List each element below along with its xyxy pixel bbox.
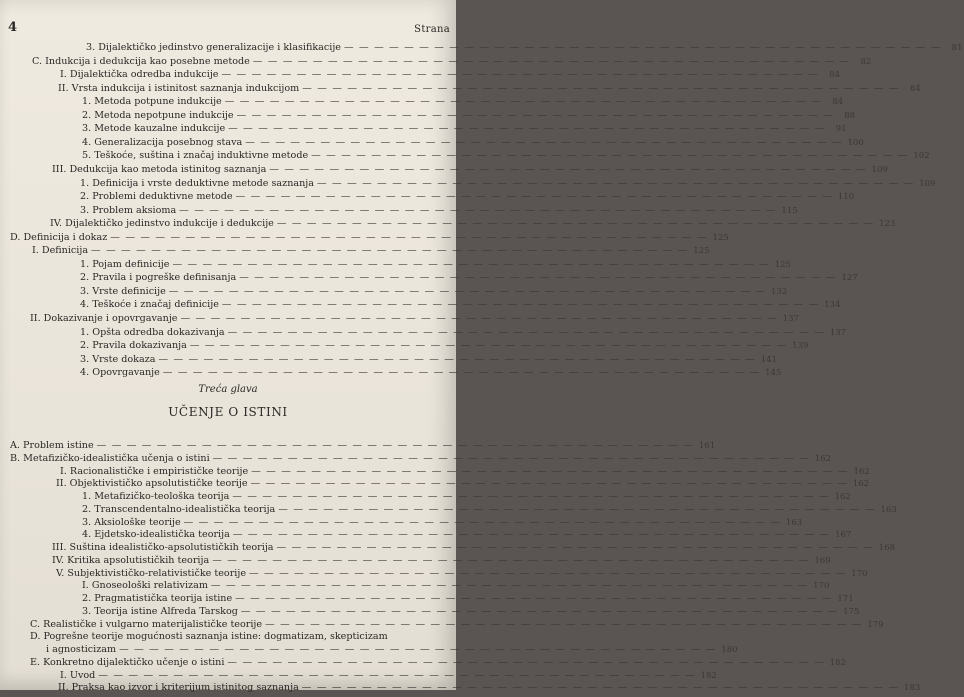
toc-entry-page: 183 [904, 683, 921, 694]
dot-leader: — — — — — — — — — — — — — — — — — — — — — — — — — — — — — — — — — — — — — — — — [227, 656, 825, 668]
dot-leader: — — — — — — — — — — — — — — — — — — — — — — — — — — — — — — — — — — — — — — — — [110, 231, 708, 243]
dot-leader: — — — — — — — — — — — — — — — — — — — — — — — — — — — — — — — — — — — — — — — — [224, 96, 823, 108]
dot-leader: — — — — — — — — — — — — — — — — — — — — — — — — — — — — — — — — — — — — — — — — [212, 554, 810, 566]
dot-leader: — — — — — — — — — — — — — — — — — — — — — — — — — — — — — — — — — — — — — — — — [91, 245, 689, 257]
toc-entry-title: 2. Transcendentalno-idealistička teorija [82, 503, 276, 515]
dot-leader: — — — — — — — — — — — — — — — — — — — — — — — — — — — — — — — — — — — — — — — — [245, 136, 843, 148]
dot-leader: — — — — — — — — — — — — — — — — — — — — — — — — — — — — — — — — — — — — — — — — [239, 272, 837, 284]
dot-leader: — — — — — — — — — — — — — — — — — — — — — — — — — — — — — — — — — — — — — — — — [221, 299, 820, 311]
toc-entry-title: II. Vrsta indukcija i istinitost saznanja indukcijom [58, 82, 300, 94]
dot-leader: — — — — — — — — — — — — — — — — — — — — — — — — — — — — — — — — — — — — — — — — [302, 82, 900, 94]
toc-entry-page: 139 [792, 341, 809, 352]
toc-entry-title: II. Objektivističko apsolutističke teorije [56, 478, 248, 490]
toc-entry-title: 3. Aksiološke teorije [82, 516, 181, 528]
chapter-title: UČENJE O ISTINI [168, 405, 288, 419]
toc-entry-title: I. Definicija [32, 245, 89, 257]
toc-entry [0, 682, 921, 697]
toc-entry-page: 171 [837, 594, 854, 604]
toc-entry-title: 2. Pravila dokazivanja [80, 340, 187, 352]
toc-entry-page: 141 [760, 354, 777, 365]
toc-entry-page: 161 [698, 441, 716, 451]
toc-entry-page: 167 [835, 530, 852, 541]
dot-leader: — — — — — — — — — — — — — — — — — — — — — — — — — — — — — — — — — — — — — — — — [168, 285, 767, 297]
toc-entry-title: 1. Pojam definicije [80, 258, 170, 270]
toc-entry-title: 3. Problem aksioma [80, 204, 177, 216]
toc-entry-title: I. Racionalističke i empirističke teorije [60, 465, 249, 477]
dot-leader: — — — — — — — — — — — — — — — — — — — — — — — — — — — — — — — — — — — — — — — — [98, 669, 696, 681]
dot-leader: — — — — — — — — — — — — — — — — — — — — — — — — — — — — — — — — — — — — — — — — [276, 542, 875, 553]
toc-entry-title: 1. Definicija i vrste deduktivne metode saznanja [80, 177, 314, 189]
toc-entry-page: 84 [832, 97, 844, 108]
toc-entry-page: 137 [782, 314, 799, 324]
page-number: 4 [8, 20, 18, 35]
toc-entry-page: 125 [712, 232, 729, 243]
toc-entry-page: 162 [814, 453, 832, 464]
dot-leader: — — — — — — — — — — — — — — — — — — — — — — — — — — — — — — — — — — — — — — — — [227, 326, 826, 338]
toc-entry-page: 163 [785, 517, 803, 528]
dot-leader: — — — — — — — — — — — — — — — — — — — — — — — — — — — — — — — — — — — — — — — — [311, 150, 909, 162]
toc-entry-title: i agnosticizam [46, 644, 117, 655]
dot-leader: — — — — — — — — — — — — — — — — — — — — — — — — — — — — — — — — — — — — — — — — [228, 123, 826, 135]
toc-entry-title: 3. Vrste dokaza [80, 353, 156, 365]
toc-entry-title: II. Praksa kao izvor i kriterijum istinitog saznanja [58, 682, 299, 694]
dot-leader: — — — — — — — — — — — — — — — — — — — — — — — — — — — — — — — — — — — — — — — — [236, 109, 835, 121]
toc-entry-page: 82 [860, 56, 872, 67]
toc-entry-page: 179 [867, 619, 884, 630]
toc-entry-page: 125 [774, 259, 791, 270]
toc-entry-page: 175 [843, 606, 860, 617]
toc-entry-page: 127 [841, 273, 858, 284]
toc-entry-page: 125 [693, 246, 710, 257]
toc-entry-title: 2. Problemi deduktivne metode [80, 191, 233, 203]
toc-entry-title: II. Dokazivanje i opovrgavanje [30, 313, 178, 324]
dot-leader: — — — — — — — — — — — — — — — — — — — — — — — — — — — — — — — — — — — — — — — — [180, 313, 778, 324]
dot-leader: — — — — — — — — — — — — — — — — — — — — — — — — — — — — — — — — — — — — — — — — [269, 163, 867, 175]
toc-entry-title: 1. Opšta odredba dokazivanja [80, 326, 225, 338]
dot-leader: — — — — — — — — — — — — — — — — — — — — — — — — — — — — — — — — — — — — — — — — [221, 69, 819, 81]
toc-entry-title: D. Pogrešne teorije mogućnosti saznanja istine: dogmatizam, skepticizam [30, 631, 388, 643]
toc-entry-title: C. Indukcija i dedukcija kao posebne metode [32, 55, 250, 67]
dot-leader: — — — — — — — — — — — — — — — — — — — — — — — — — — — — — — — — — — — — — — — — [316, 177, 915, 189]
dot-leader: — — — — — — — — — — — — — — — — — — — — — — — — — — — — — — — — — — — — — — — — [249, 567, 847, 579]
toc-entry-title: III. Dedukcija kao metoda istinitog saznanja [52, 163, 267, 175]
toc-entry-page: 84 [909, 83, 921, 94]
toc-entry-title: 4. Generalizacija posebnog stava [82, 136, 243, 148]
column-header: Strana [414, 24, 450, 35]
toc-entry-page: 182 [700, 670, 717, 681]
toc-entry-title: 4. Teškoće i značaj definicije [80, 299, 219, 311]
toc-entry-page: 84 [829, 70, 840, 81]
toc-entry-page: 109 [871, 164, 888, 175]
toc-entry-title: 3. Dijalektičko jedinstvo generalizacije i klasifikacije [86, 42, 341, 53]
toc-entry-title: 4. Ejdetsko-idealistička teorija [82, 529, 230, 541]
dot-leader: — — — — — — — — — — — — — — — — — — — — — — — — — — — — — — — — — — — — — — — — [235, 191, 834, 203]
toc-entry-page: 168 [878, 543, 896, 553]
toc-entry-title: 4. Opovrgavanje [80, 367, 160, 379]
dot-leader: — — — — — — — — — — — — — — — — — — — — — — — — — — — — — — — — — — — — — — — — [189, 340, 788, 352]
toc-entry-title: B. Metafizičko-idealistička učenja o istini [10, 452, 210, 464]
toc-entry-title: 5. Teškoće, suština i značaj induktivne metode [82, 150, 309, 162]
toc-entry-page: 162 [853, 466, 870, 477]
toc-entry-page: 162 [834, 492, 851, 502]
toc-entry-page: 102 [913, 151, 930, 162]
toc-entry-page: 109 [919, 178, 936, 189]
dot-leader: — — — — — — — — — — — — — — — — — — — — — — — — — — — — — — — — — — — — — — — — [232, 529, 831, 541]
toc-entry-title: E. Konkretno dijalektičko učenje o istini [30, 656, 225, 668]
dot-leader: — — — — — — — — — — — — — — — — — — — — — — — — — — — — — — — — — — — — — — — — [119, 644, 717, 655]
toc-entry-title: C. Realističke i vulgarno materijalističke teorije [30, 618, 263, 630]
toc-entry-page: 132 [771, 286, 788, 297]
toc-entry-title: III. Suština idealističko-apsolutističkih teorija [52, 542, 274, 553]
toc-entry-title: 2. Pravila i pogreške definisanja [80, 272, 237, 284]
toc-entry-page: 100 [847, 137, 864, 148]
dot-leader: — — — — — — — — — — — — — — — — — — — — — — — — — — — — — — — — — — — — — — — — [240, 605, 839, 617]
toc-entry-title: V. Subjektivističko-relativističke teorije [56, 567, 247, 579]
toc-entry-title: I. Dijalektička odredba indukcije [60, 69, 219, 81]
toc-entry-page: 88 [844, 110, 856, 121]
toc-entry-page: 137 [829, 327, 847, 338]
toc-entry-page: 123 [879, 219, 896, 230]
dot-leader: — — — — — — — — — — — — — — — — — — — — — — — — — — — — — — — — — — — — — — — — [235, 593, 833, 604]
toc-entry [0, 367, 782, 382]
dot-leader: — — — — — — — — — — — — — — — — — — — — — — — — — — — — — — — — — — — — — — — — [276, 218, 875, 230]
toc-entry-title: 2. Pragmatistička teorija istine [82, 593, 233, 604]
toc-entry-title: I. Uvod [60, 669, 96, 681]
toc-entry-page: 163 [880, 504, 897, 515]
toc-entry-page: 162 [852, 479, 870, 490]
toc-entry-page: 145 [765, 368, 782, 379]
dot-leader: — — — — — — — — — — — — — — — — — — — — — — — — — — — — — — — — — — — — — — — — [250, 478, 849, 490]
toc-entry-page: 170 [851, 568, 868, 579]
toc-entry-title: D. Definicija i dokaz [10, 231, 108, 243]
dot-leader: — — — — — — — — — — — — — — — — — — — — — — — — — — — — — — — — — — — — — — — — [183, 516, 782, 528]
dot-leader: — — — — — — — — — — — — — — — — — — — — — — — — — — — — — — — — — — — — — — — — [252, 55, 851, 67]
toc-entry-title: 1. Metafizičko-teološka teorija [82, 491, 230, 502]
toc-entry-title: 3. Vrste definicije [80, 285, 166, 297]
dot-leader: — — — — — — — — — — — — — — — — — — — — — — — — — — — — — — — — — — — — — — — — [162, 367, 761, 379]
toc-entry-title: 2. Metoda nepotpune indukcije [82, 109, 234, 121]
toc-entry-page: 180 [721, 645, 738, 655]
toc-entry-page: 110 [837, 192, 855, 203]
dot-leader: — — — — — — — — — — — — — — — — — — — — — — — — — — — — — — — — — — — — — — — — [96, 440, 695, 451]
toc-entry-page: 169 [814, 555, 831, 566]
toc-entry-title: A. Problem istine [10, 440, 94, 451]
dot-leader: — — — — — — — — — — — — — — — — — — — — — — — — — — — — — — — — — — — — — — — — [278, 503, 876, 515]
dot-leader: — — — — — — — — — — — — — — — — — — — — — — — — — — — — — — — — — — — — — — — — [212, 452, 811, 464]
dot-leader: — — — — — — — — — — — — — — — — — — — — — — — — — — — — — — — — — — — — — — — — [232, 491, 830, 502]
dot-leader: — — — — — — — — — — — — — — — — — — — — — — — — — — — — — — — — — — — — — — — — [251, 465, 849, 477]
toc-entry-title: IV. Kritika apsolutističkih teorija [52, 554, 210, 566]
dot-leader: — — — — — — — — — — — — — — — — — — — — — — — — — — — — — — — — — — — — — — — — [172, 258, 770, 270]
chapter-subtitle: Treća glava [198, 384, 258, 395]
toc-entry-title: 3. Metode kauzalne indukcije [82, 123, 226, 135]
toc-entry-title: 1. Metoda potpune indukcije [82, 96, 222, 108]
toc-entry-page: 91 [835, 124, 847, 135]
toc-entry-page: 170 [813, 581, 830, 592]
dot-leader: — — — — — — — — — — — — — — — — — — — — — — — — — — — — — — — — — — — — — — — — [344, 42, 942, 53]
toc-entry-page: 182 [829, 657, 846, 668]
dot-leader: — — — — — — — — — — — — — — — — — — — — — — — — — — — — — — — — — — — — — — — — [210, 580, 809, 592]
dot-leader: — — — — — — — — — — — — — — — — — — — — — — — — — — — — — — — — — — — — — — — — [179, 204, 777, 216]
toc-entry-title: IV. Dijalektičko jedinstvo indukcije i dedukcije [50, 218, 274, 230]
dot-leader: — — — — — — — — — — — — — — — — — — — — — — — — — — — — — — — — — — — — — — — — [265, 618, 863, 630]
dot-leader: — — — — — — — — — — — — — — — — — — — — — — — — — — — — — — — — — — — — — — — — [158, 353, 756, 365]
toc-entry-title: 3. Teorija istine Alfreda Tarskog [82, 605, 238, 617]
dot-leader: — — — — — — — — — — — — — — — — — — — — — — — — — — — — — — — — — — — — — — — — [301, 682, 900, 694]
toc-entry-title: I. Gnoseološki relativizam [82, 580, 208, 592]
toc-entry-page: 134 [824, 300, 841, 311]
toc-entry-page: 81 [951, 43, 963, 53]
toc-entry-page: 115 [781, 205, 798, 216]
